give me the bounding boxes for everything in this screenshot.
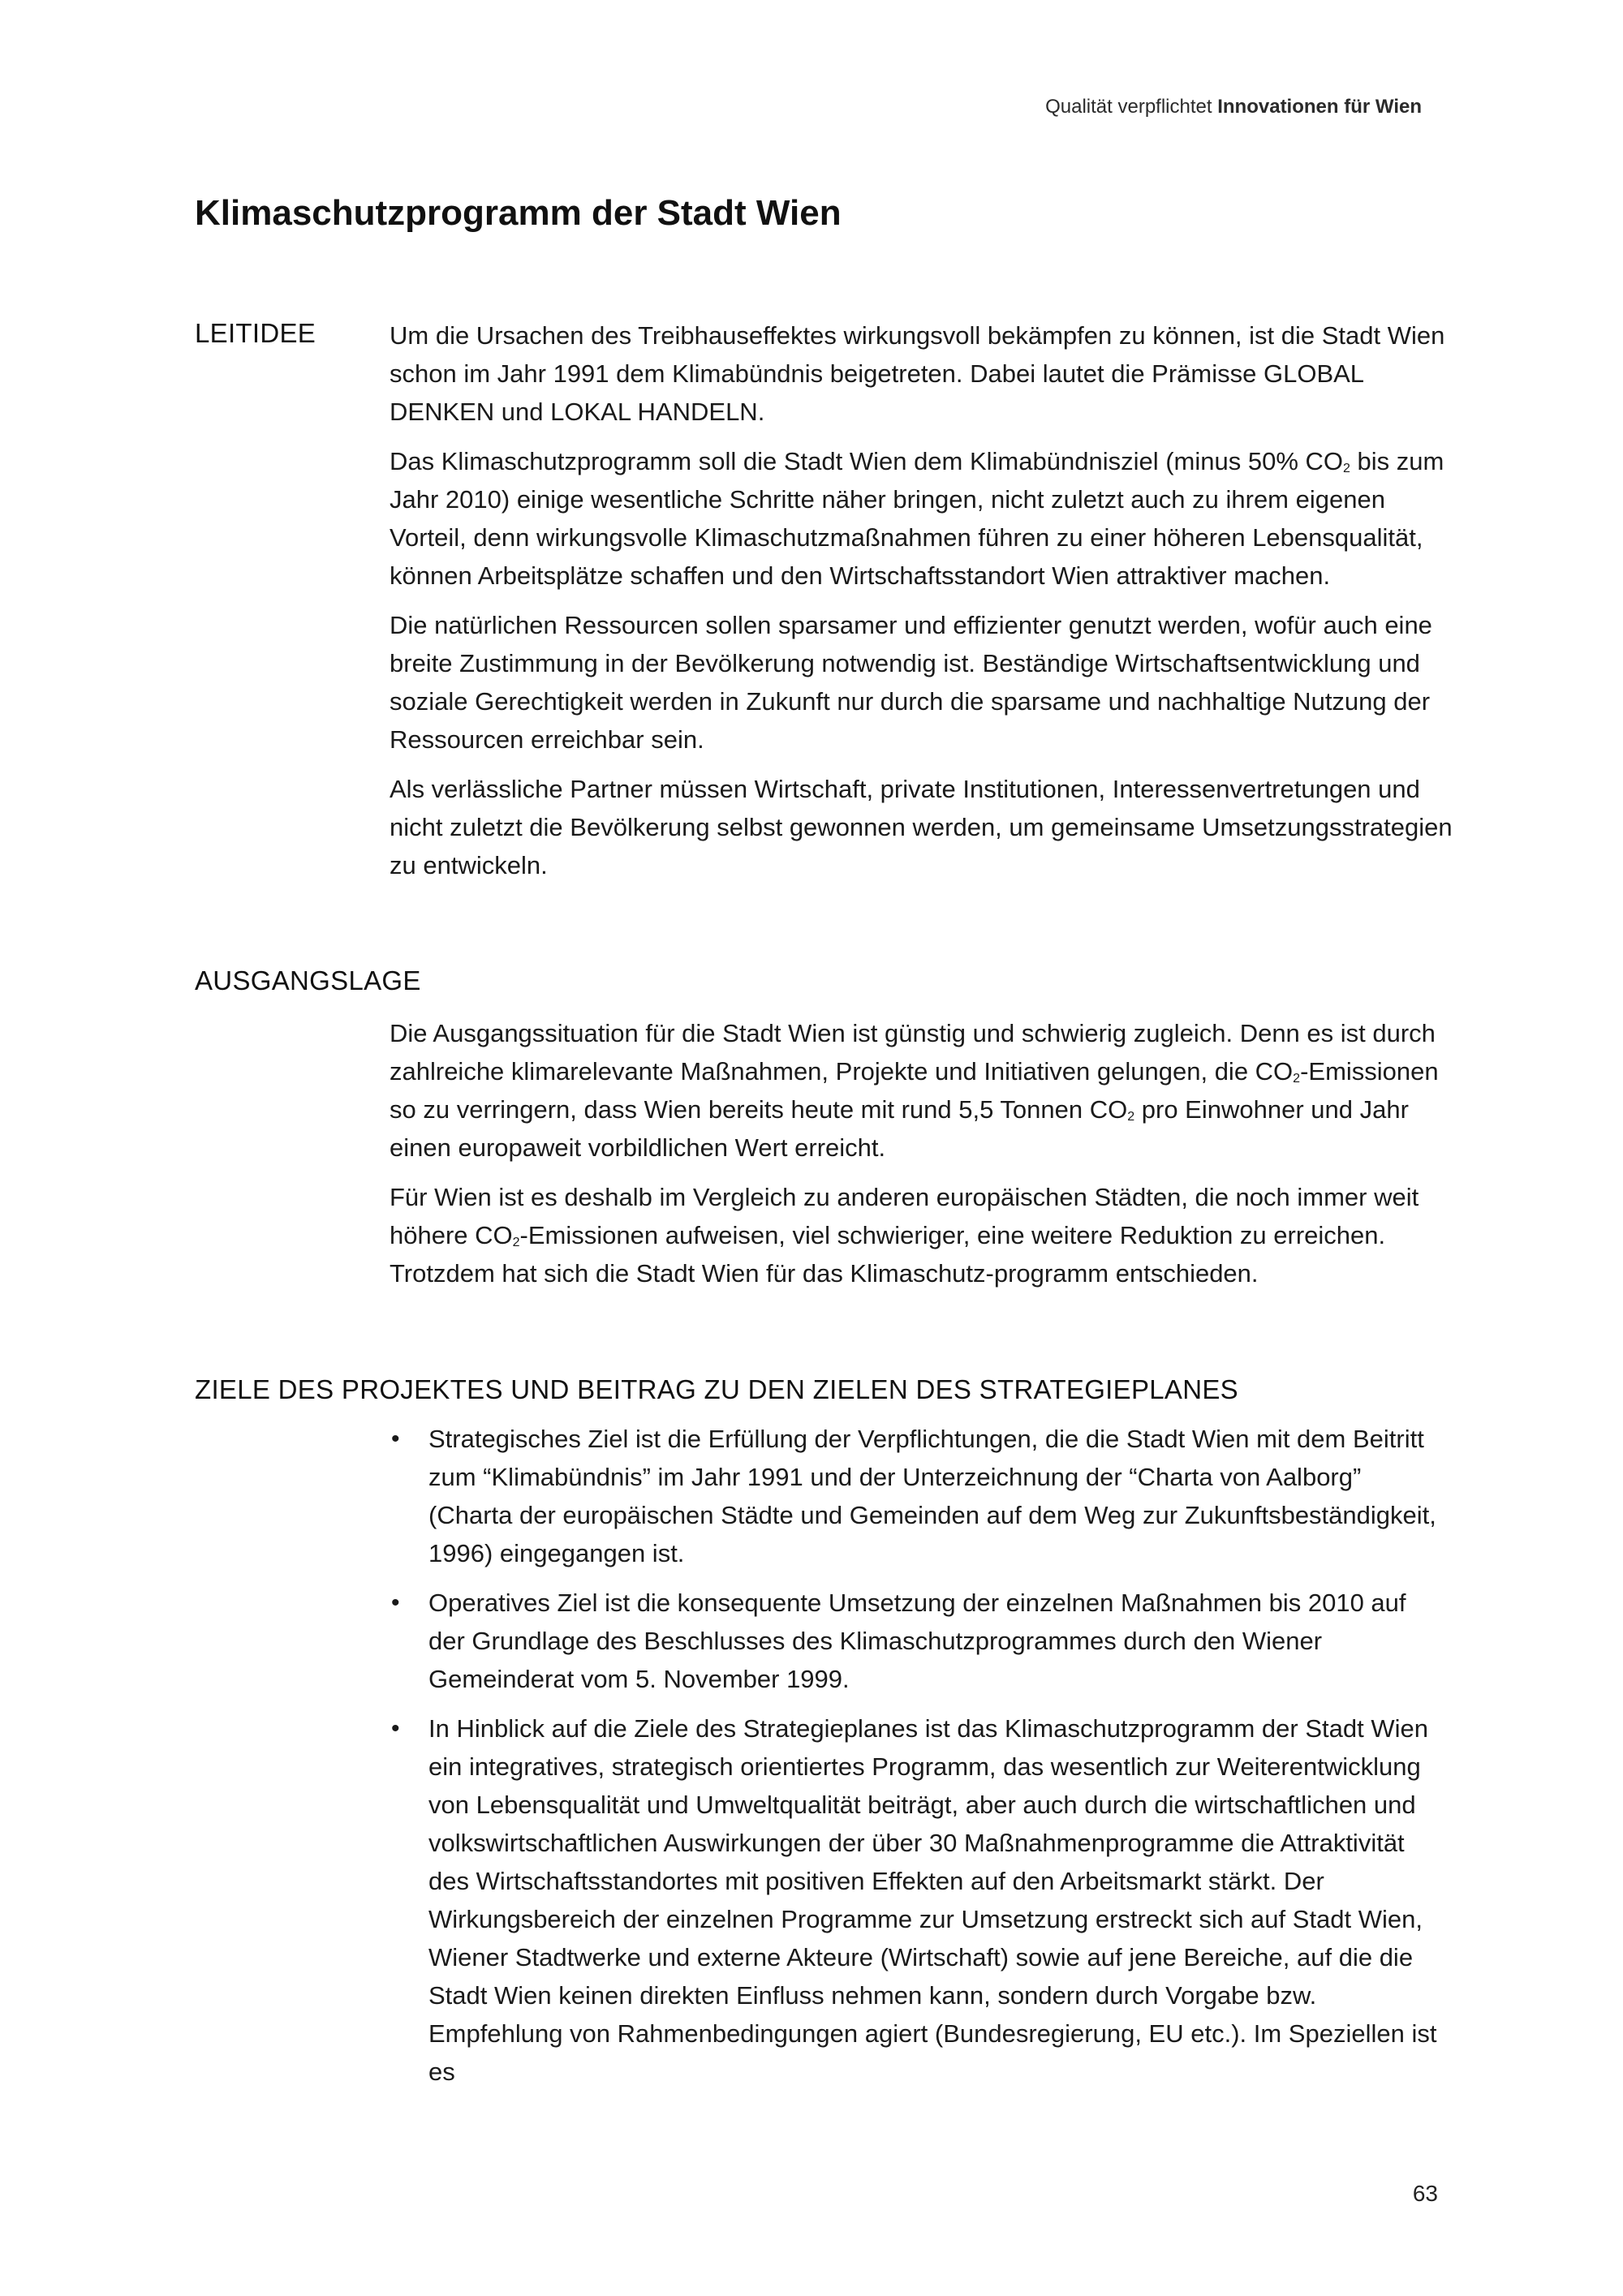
text-run: Das Klimaschutzprogramm soll die Stadt Wien dem Klimabündnisziel (minus 50% CO bbox=[390, 447, 1344, 475]
text-run: pro Einwohner und Jahr einen europaweit vorbildlichen Wert erreicht. bbox=[390, 1095, 1409, 1162]
bullet-icon: • bbox=[391, 1425, 400, 1452]
section-heading-leitidee: LEITIDEE bbox=[195, 318, 316, 348]
list-item bbox=[390, 1709, 1444, 2091]
co2-subscript: 2 bbox=[1343, 462, 1350, 475]
page-title: Klimaschutzprogramm der Stadt Wien bbox=[195, 193, 842, 233]
leitidee-paragraph-3: Die natürlichen Ressourcen sollen sparsamer und effizienter genutzt werden, wofür auch eine breite Zustimmung in der Bevölkerung notwendig ist. Beständige Wirtschaftsentwicklung und soziale Gerechtigkeit werden in Zukunft nur durch die sparsame und nachhaltige Nutzung der Ressourcen erreichbar sein. bbox=[390, 611, 1432, 754]
header-prefix: Qualität verpflichtet bbox=[1045, 96, 1212, 118]
text-run: -Emissionen aufweisen, viel schwieriger, eine weitere Reduktion zu erreichen. Trotzdem hat sich die Stadt Wien für das Klimaschutz-programm entschieden. bbox=[390, 1221, 1386, 1288]
text-run: Für Wien ist es deshalb im Vergleich zu anderen europäischen Städten, die noch immer weit höhere CO bbox=[390, 1183, 1419, 1249]
section-heading-ziele: ZIELE DES PROJEKTES UND BEITRAG ZU DEN ZIELEN DES STRATEGIEPLANES bbox=[195, 1374, 1238, 1404]
ziele-bullet-list bbox=[390, 1420, 1444, 2102]
header-emphasis: Innovationen für Wien bbox=[1217, 96, 1422, 118]
list-item bbox=[390, 1420, 1444, 1572]
co2-subscript: 2 bbox=[512, 1236, 520, 1249]
co2-subscript: 2 bbox=[1127, 1110, 1135, 1124]
ausgangslage-paragraph-1 bbox=[390, 1014, 1461, 1167]
running-header bbox=[1045, 96, 1422, 118]
ausgangslage-paragraph-2 bbox=[390, 1178, 1461, 1292]
text-run: Die Ausgangssituation für die Stadt Wien ist günstig und schwierig zugleich. Denn es ist durch zahlreiche klimarelevante Maßnahmen, Projekte und Initiativen gelungen, die CO bbox=[390, 1019, 1436, 1086]
leitidee-paragraph-1: Um die Ursachen des Treibhauseffektes wirkungsvoll bekämpfen zu können, ist die Stadt Wien schon im Jahr 1991 dem Klimabündnis beigetreten. Dabei lautet die Prämisse GLOBAL DENKEN und LOKAL HANDELN. bbox=[390, 321, 1445, 426]
text-run: -Emissionen so zu verringern, dass Wien bereits heute mit rund 5,5 Tonnen CO bbox=[390, 1057, 1439, 1124]
list-item-text: Operatives Ziel ist die konsequente Umsetzung der einzelnen Maßnahmen bis 2010 auf der Grundlage des Beschlusses des Klimaschutzprogrammes durch den Wiener Gemeinderat vom 5. November 1999. bbox=[428, 1589, 1406, 1693]
list-item-text: Strategisches Ziel ist die Erfüllung der Verpflichtungen, die die Stadt Wien mit dem Beitritt zum “Klimabündnis” im Jahr 1991 und der Unterzeichnung der “Charta von Aalborg” (Charta der europäischen Städte und Gemeinden auf dem Weg zur Zukunftsbeständigkeit, 1996) eingegangen ist. bbox=[428, 1425, 1436, 1567]
text-run: bis zum Jahr 2010) einige wesentliche Schritte näher bringen, nicht zuletzt auch zu ihrem eigenen Vorteil, denn wirkungsvolle Klimaschutzmaßnahmen führen zu einer höheren Lebensqualität, können Arbeitsplätze schaffen und den Wirtschaftsstandort Wien attraktiver machen. bbox=[390, 447, 1444, 590]
section-heading-ausgangslage: AUSGANGSLAGE bbox=[195, 965, 421, 995]
list-item-text: In Hinblick auf die Ziele des Strategieplanes ist das Klimaschutzprogramm der Stadt Wien ein integratives, strategisch orientiertes Programm, das wesentlich zur Weiterentwicklung von Lebensqualität und Umweltqualität beiträgt, aber auch durch die wirtschaftlichen und volkswirtschaftlichen Auswirkungen der über 30 Maßnahmenprogramme die Attraktivität des Wirtschaftsstandortes mit positiven Effekten auf den Arbeitsmarkt stärkt. Der Wirkungsbereich der einzelnen Programme zur Umsetzung erstreckt sich auf Stadt Wien, Wiener Stadtwerke und externe Akteure (Wirtschaft) sowie auf jene Bereiche, auf die die Stadt Wien keinen direkten Einfluss nehmen kann, sondern durch Vorgabe bzw. Empfehlung von Rahmenbedingungen agiert (Bundesregierung, EU etc.). Im Speziellen ist es bbox=[428, 1714, 1437, 2086]
bullet-icon: • bbox=[391, 1715, 400, 1742]
leitidee-section bbox=[390, 316, 1461, 896]
page-number: 63 bbox=[1412, 2181, 1438, 2206]
co2-subscript: 2 bbox=[1293, 1072, 1301, 1086]
leitidee-paragraph-4: Als verlässliche Partner müssen Wirtschaft, private Institutionen, Interessenvertretungen und nicht zuletzt die Bevölkerung selbst gewonnen werden, um gemeinsame Umsetzungsstrategien zu entwickeln. bbox=[390, 775, 1453, 879]
list-item bbox=[390, 1584, 1444, 1698]
ausgangslage-section bbox=[390, 1014, 1461, 1304]
bullet-icon: • bbox=[391, 1589, 400, 1616]
leitidee-paragraph-2 bbox=[390, 442, 1461, 595]
